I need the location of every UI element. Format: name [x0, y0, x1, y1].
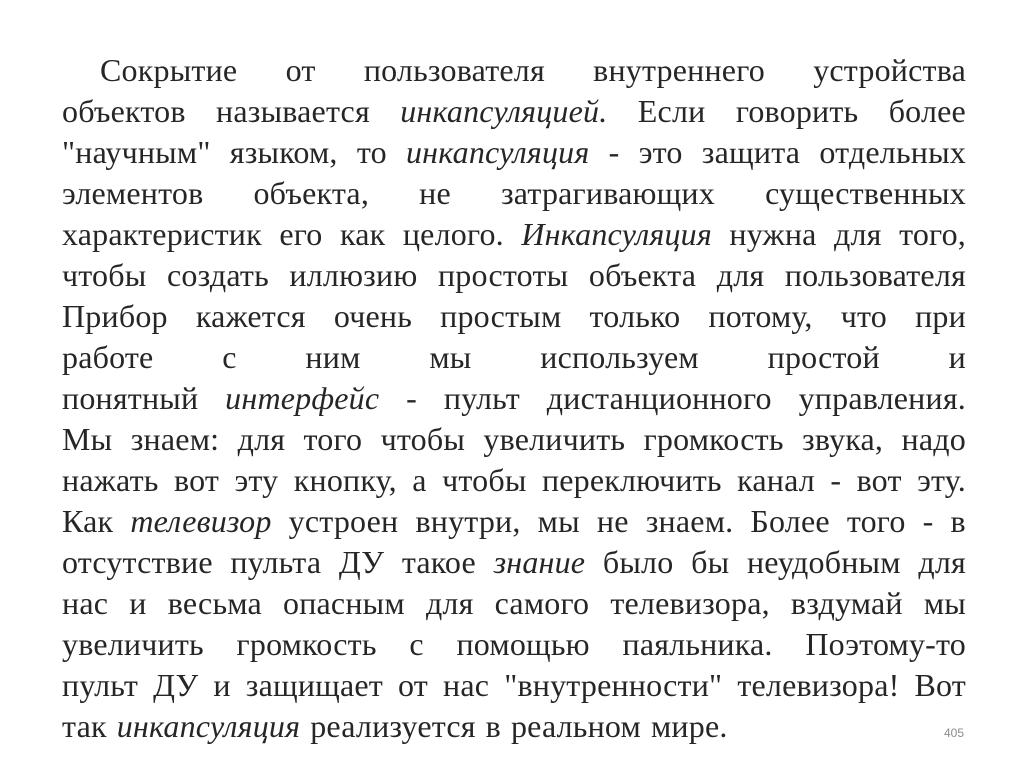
- emphasized-word: интерфейс: [225, 380, 380, 416]
- word: опасным: [283, 585, 405, 621]
- text-line: [62, 378, 966, 419]
- word: звука,: [802, 421, 884, 457]
- word: устройства: [813, 52, 966, 88]
- word: простым: [440, 298, 562, 334]
- word: для: [918, 544, 966, 580]
- word: весьма: [167, 585, 262, 621]
- emphasized-word: инкапсуляция: [405, 134, 590, 170]
- word: простой: [767, 339, 880, 375]
- word: ДУ: [338, 544, 385, 580]
- word: такое: [401, 544, 476, 580]
- word: называется: [216, 93, 370, 129]
- text-line: [62, 132, 966, 173]
- word: пользователя: [363, 52, 545, 88]
- text-line: [62, 501, 966, 542]
- text-line: [62, 255, 966, 296]
- word: было: [602, 544, 674, 580]
- word: того: [846, 503, 906, 539]
- word: вот: [856, 462, 902, 498]
- text-line: [62, 296, 966, 337]
- word: надо: [901, 421, 966, 457]
- word: реализуется: [310, 708, 476, 744]
- word: объекта,: [253, 175, 370, 211]
- word: потому,: [708, 298, 813, 334]
- word: Более: [750, 503, 830, 539]
- word: а: [412, 462, 427, 498]
- paragraph-text: [62, 50, 966, 747]
- word: внутри,: [415, 503, 521, 539]
- word: понятный: [62, 380, 199, 416]
- emphasized-word: телевизор: [130, 503, 272, 539]
- word: мы: [537, 503, 580, 539]
- word: объектов: [62, 93, 186, 129]
- word: внутреннего: [593, 52, 765, 88]
- word: создать: [166, 257, 269, 293]
- emphasized-word: инкапсуляцией.: [400, 93, 608, 129]
- word: паяльника.: [622, 626, 773, 662]
- word: простоты: [437, 257, 569, 293]
- page-number: 405: [943, 726, 964, 740]
- word: -: [608, 134, 620, 170]
- emphasized-word: знание: [493, 544, 586, 580]
- word: более: [888, 93, 966, 129]
- word: мы: [923, 585, 966, 621]
- word: того: [303, 421, 363, 457]
- word: канал: [737, 462, 815, 498]
- word: работе: [62, 339, 154, 375]
- word: с: [222, 339, 237, 375]
- word: в: [485, 708, 501, 744]
- word: чтобы: [442, 462, 527, 498]
- word: нас: [62, 585, 109, 621]
- word: и: [129, 585, 147, 621]
- word: характеристик: [62, 216, 262, 252]
- word: Поэтому-то: [805, 626, 966, 662]
- word: и: [948, 339, 966, 375]
- text-line: [62, 706, 966, 747]
- word: управления.: [798, 380, 966, 416]
- word: не: [419, 175, 451, 211]
- word: чтобы: [380, 421, 466, 457]
- word: только: [589, 298, 681, 334]
- word: объекта: [588, 257, 697, 293]
- word: для: [716, 257, 765, 293]
- word: Мы: [62, 421, 113, 457]
- word: реальном: [510, 708, 641, 744]
- word: очень: [333, 298, 413, 334]
- word: телевизора,: [610, 585, 770, 621]
- word: говорить: [735, 93, 859, 129]
- word: переключить: [541, 462, 722, 498]
- word: иллюзию: [289, 257, 418, 293]
- word: для: [425, 585, 474, 621]
- word: Сокрытие: [100, 52, 238, 88]
- word: дистанционного: [546, 380, 772, 416]
- text-line: [62, 173, 966, 214]
- emphasized-word: инкапсуляция: [116, 708, 301, 744]
- word: увеличить: [483, 421, 626, 457]
- word: кнопку,: [293, 462, 397, 498]
- word: ним: [305, 339, 361, 375]
- text-line: [62, 50, 966, 91]
- text-line: [62, 624, 966, 665]
- word: элементов: [62, 175, 204, 211]
- word: для: [237, 421, 286, 457]
- word: того,: [899, 216, 966, 252]
- word: телевизора!: [737, 667, 900, 703]
- word: самого: [494, 585, 590, 621]
- word: кажется: [195, 298, 306, 334]
- word: громкость: [643, 421, 784, 457]
- word: нужна: [729, 216, 817, 252]
- word: -: [922, 503, 934, 539]
- word: Прибор: [62, 298, 168, 334]
- word: и: [213, 667, 231, 703]
- word: Вот: [914, 667, 966, 703]
- text-line: [62, 214, 966, 255]
- word: отсутствие: [62, 544, 213, 580]
- word: помощью: [456, 626, 590, 662]
- text-line: [62, 583, 966, 624]
- word: Если: [637, 93, 706, 129]
- word: громкость: [236, 626, 377, 662]
- word: ДУ: [153, 667, 199, 703]
- word: чтобы: [62, 257, 147, 293]
- word: мы: [429, 339, 472, 375]
- word: эту.: [917, 462, 966, 498]
- text-line: [62, 460, 966, 501]
- word: это: [638, 134, 683, 170]
- word: защита: [701, 134, 801, 170]
- word: нас: [443, 667, 490, 703]
- word: -: [830, 462, 842, 498]
- word: пульта: [230, 544, 322, 580]
- text-line: [62, 419, 966, 460]
- emphasized-word: Инкапсуляция: [521, 216, 712, 252]
- word: что: [840, 298, 887, 334]
- text-line: [62, 665, 966, 706]
- word: "научным": [62, 134, 211, 170]
- word: неудобным: [746, 544, 901, 580]
- word: отдельных: [819, 134, 966, 170]
- word: увеличить: [62, 626, 204, 662]
- text-line: [62, 542, 966, 583]
- word: существенных: [765, 175, 966, 211]
- word: бы: [691, 544, 730, 580]
- word: знаем.: [645, 503, 734, 539]
- word: не: [596, 503, 629, 539]
- word: от: [398, 667, 428, 703]
- word: его: [279, 216, 323, 252]
- word: от: [285, 52, 316, 88]
- word: как: [339, 216, 386, 252]
- word: пользователя: [784, 257, 966, 293]
- text-line: [62, 91, 966, 132]
- word: нажать: [62, 462, 159, 498]
- word: вздумай: [790, 585, 903, 621]
- word: знаем:: [130, 421, 220, 457]
- word: при: [915, 298, 966, 334]
- text-line: [62, 337, 966, 378]
- word: эту: [234, 462, 279, 498]
- word: Как: [62, 503, 114, 539]
- word: в: [950, 503, 966, 539]
- word: то: [356, 134, 387, 170]
- word: пульт: [443, 380, 520, 416]
- word: мире.: [650, 708, 728, 744]
- word: языком,: [229, 134, 338, 170]
- word: используем: [540, 339, 699, 375]
- word: защищает: [245, 667, 383, 703]
- word: с: [409, 626, 424, 662]
- word: для: [834, 216, 882, 252]
- word: так: [62, 708, 107, 744]
- word: -: [406, 380, 418, 416]
- word: пульт: [62, 667, 139, 703]
- word: вот: [174, 462, 220, 498]
- word: "внутренности": [504, 667, 723, 703]
- word: затрагивающих: [500, 175, 715, 211]
- word: устроен: [288, 503, 399, 539]
- word: целого.: [402, 216, 504, 252]
